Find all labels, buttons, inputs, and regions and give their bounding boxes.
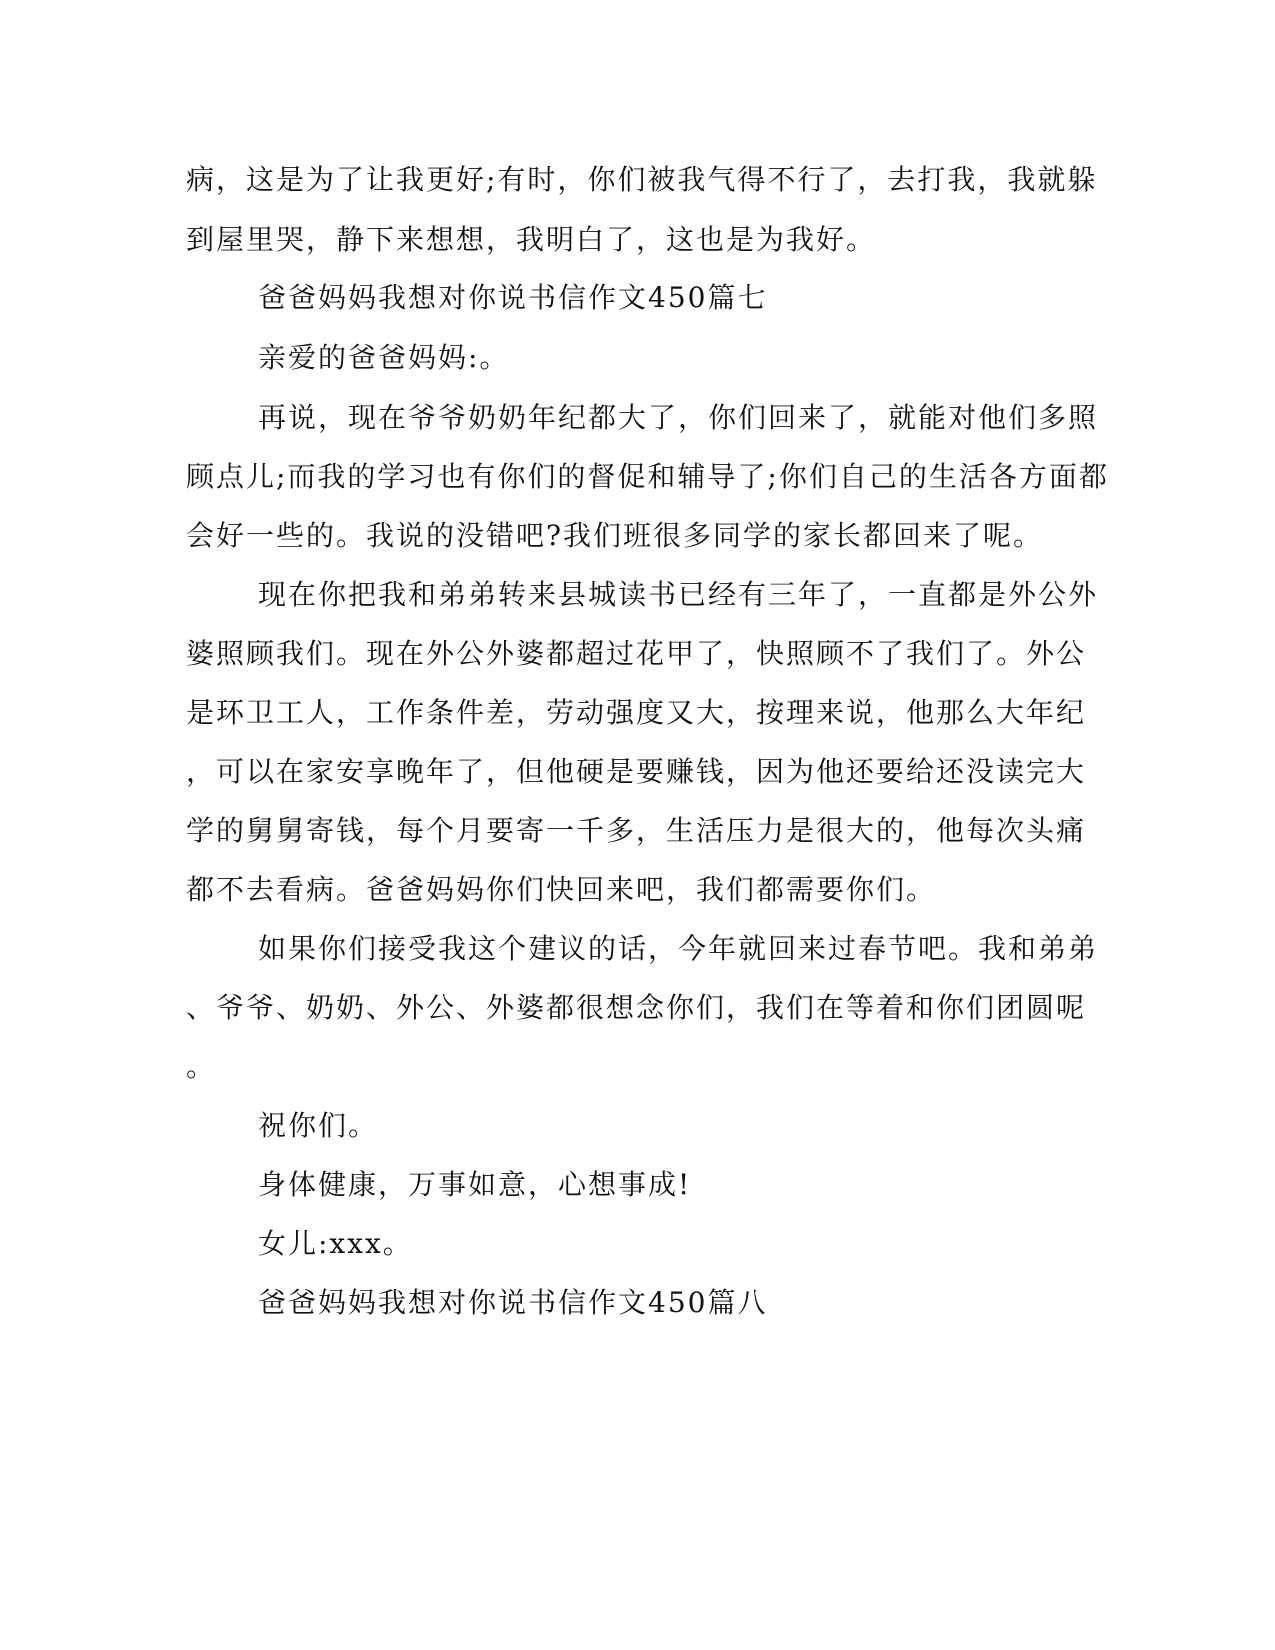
text-line: 是环卫工人，工作条件差，劳动强度又大，按理来说，他那么大年纪: [186, 696, 1087, 729]
text-line: 顾点儿;而我的学习也有你们的督促和辅导了;你们自己的生活各方面都: [186, 460, 1109, 493]
text-line: 婆照顾我们。现在外公外婆都超过花甲了，快照顾不了我们了。外公: [186, 637, 1087, 670]
signature: 女儿:xxx。: [258, 1227, 413, 1260]
text-line: 现在你把我和弟弟转来县城读书已经有三年了，一直都是外公外: [258, 578, 1099, 611]
salutation: 亲爱的爸爸妈妈:。: [258, 341, 510, 374]
text-line: 都不去看病。爸爸妈妈你们快回来吧，我们都需要你们。: [186, 873, 937, 906]
text-line: 病，这是为了让我更好;有时，你们被我气得不行了，去打我，我就躲: [186, 163, 1098, 196]
text-line: 如果你们接受我这个建议的话，今年就回来过春节吧。我和弟弟: [258, 932, 1099, 965]
text-line: 会好一些的。我说的没错吧?我们班很多同学的家长都回来了呢。: [186, 519, 1044, 552]
text-line: 、爷爷、奶奶、外公、外婆都很想念你们，我们在等着和你们团圆呢: [186, 991, 1087, 1024]
section-heading: 爸爸妈妈我想对你说书信作文450篇八: [258, 1286, 768, 1319]
text-line: ，可以在家安享晚年了，但他硬是要赚钱，因为他还要给还没读完大: [186, 755, 1087, 788]
section-heading: 爸爸妈妈我想对你说书信作文450篇七: [258, 281, 768, 314]
closing-line: 祝你们。: [258, 1109, 379, 1142]
text-line: 学的舅舅寄钱，每个月要寄一千多，生活压力是很大的，他每次头痛: [186, 814, 1087, 847]
text-line: 到屋里哭，静下来想想，我明白了，这也是为我好。: [186, 223, 877, 256]
text-line: 再说，现在爷爷奶奶年纪都大了，你们回来了，就能对他们多照: [258, 401, 1099, 434]
text-line: 。: [186, 1050, 217, 1083]
closing-wish: 身体健康，万事如意，心想事成!: [258, 1168, 692, 1201]
